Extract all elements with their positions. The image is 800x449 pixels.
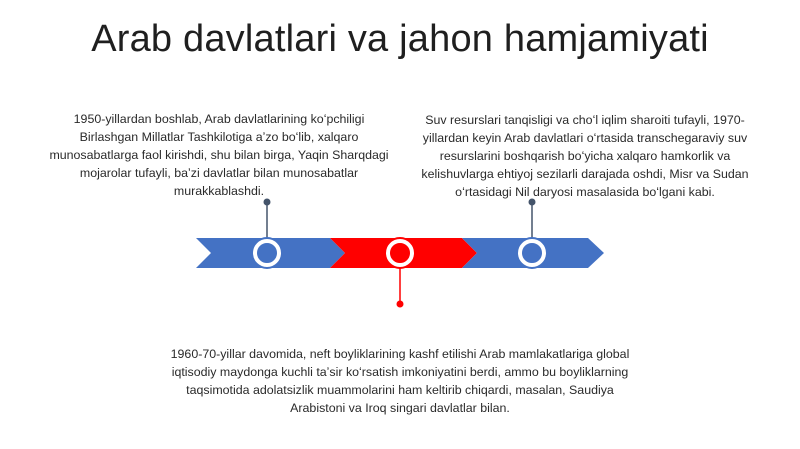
- event-3-description: Suv resurslari tanqisligi va choʻl iqlim sharoiti tufayli, 1970-yillardan keyin Arab davlatlari oʻrtasida transchegaraviy suv resurslarini boshqarish boʻyicha xalqaro hamkorlik va kelishuvlarga ehtiyoj sezilarli darajada oshdi, Misr va Sudan oʻrtasidagi Nil daryosi masalasida boʻlgani kabi.: [421, 113, 749, 199]
- event-2-description: 1960-70-yillar davomida, neft boyliklarining kashf etilishi Arab mamlakatlariga global iqtisodiy maydonga kuchli taʼsir koʻrsatish imkoniyatini berdi, ammo bu boyliklarning taqsimotida adolatsizlik muammolarini ham keltirib chiqardi, masalan, Saudiya Arabistoni va Iroq singari davlatlar bilan.: [170, 347, 630, 415]
- timeline-segment-2: [330, 238, 477, 268]
- event-3-milestone-marker: [516, 237, 548, 269]
- event-1-milestone-marker: [251, 237, 283, 269]
- event-2-milestone-marker: [384, 237, 416, 269]
- timeline-segment-1: [196, 238, 345, 268]
- event-2-connector-dot: [397, 301, 404, 308]
- event-1-description: 1950-yillardan boshlab, Arab davlatlarining koʻpchiligi Birlashgan Millatlar Tashkilotiga aʼzo boʻlib, xalqaro munosabatlarga faol kirishdi, shu bilan birga, Yaqin Sharqdagi mojarolar tufayli, baʼzi davlatlar bilan munosabatlar murakkablashdi.: [49, 112, 389, 198]
- slide-title: Arab davlatlari va jahon hamjamiyati: [91, 18, 709, 60]
- timeline-segment-3: [462, 238, 604, 268]
